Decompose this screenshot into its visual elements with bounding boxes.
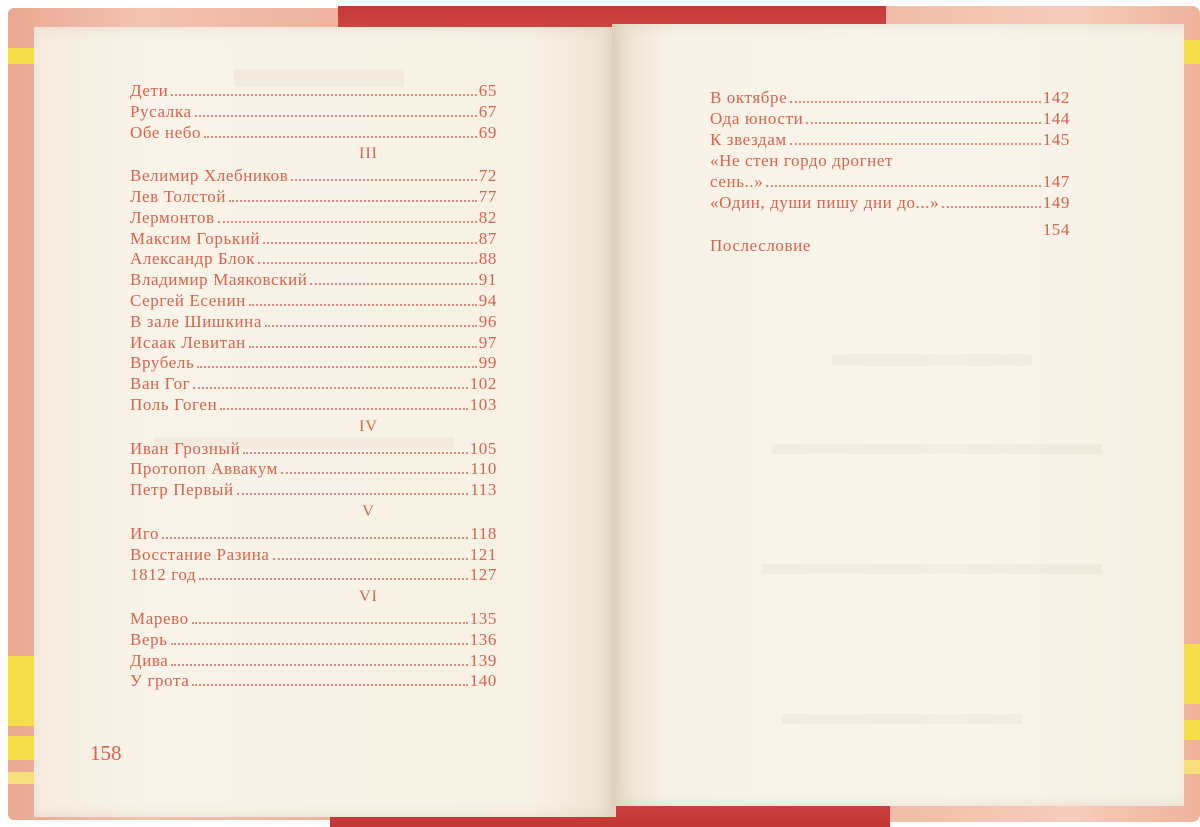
toc-entry — [710, 88, 1070, 110]
toc-entry — [130, 565, 497, 587]
show-through — [782, 714, 1022, 724]
toc-entry-page: 110 — [470, 459, 497, 479]
cover-stripe — [8, 772, 36, 784]
toc-entry-title: Врубель — [130, 353, 195, 373]
section-heading: VI — [359, 588, 378, 606]
dot-leader — [220, 407, 467, 410]
section-heading: III — [359, 145, 378, 163]
dot-leader — [171, 642, 468, 645]
left-page — [34, 27, 616, 817]
toc-entry — [130, 671, 497, 693]
toc-entry-title: Ода юности — [710, 109, 804, 128]
toc-entry — [130, 459, 497, 481]
dot-leader — [249, 303, 477, 306]
dot-leader — [237, 492, 469, 495]
dot-leader — [171, 663, 467, 666]
toc-entry-title: 1812 год — [130, 565, 197, 585]
toc-entry-title: «Один, души пишу дни до...» — [710, 193, 940, 212]
toc-entry-page: 145 — [1042, 130, 1070, 149]
toc-entry-title: Александр Блок — [130, 249, 256, 269]
toc-entry-page: 65 — [478, 81, 497, 100]
dot-leader — [218, 220, 477, 223]
toc-entry — [130, 229, 497, 251]
toc-entry — [130, 524, 497, 546]
toc-entry-title: Обе небо — [130, 122, 202, 142]
show-through — [772, 444, 1102, 454]
toc-entry-page: 67 — [478, 101, 497, 121]
toc-entry-title: Сергей Есенин — [130, 291, 247, 310]
toc-entry-page: 144 — [1042, 109, 1070, 128]
toc-entry-title: Ван Гог — [130, 374, 191, 394]
toc-entry-page: 72 — [478, 166, 497, 186]
toc-entry — [130, 374, 497, 396]
toc-entry — [130, 630, 497, 652]
toc-entry-page: 96 — [478, 311, 497, 331]
toc-entry — [130, 395, 497, 417]
toc-entry-page: 88 — [478, 249, 497, 269]
toc-entry-title-line: «Не стен гордо дрогнет — [710, 151, 894, 170]
toc-entry-title: Поль Гоген — [130, 395, 218, 414]
dot-leader — [806, 121, 1040, 124]
toc-entry-page: 142 — [1042, 88, 1070, 107]
toc-entry-page: 139 — [469, 650, 497, 670]
toc-entry — [130, 81, 497, 103]
toc-entry-title: Велимир Хлебников — [130, 166, 289, 186]
toc-entry — [130, 102, 497, 124]
toc-entry-page: 69 — [478, 122, 497, 142]
toc-entry — [130, 123, 497, 145]
section-heading: IV — [359, 417, 378, 435]
dot-leader — [273, 557, 468, 560]
dot-leader — [229, 199, 477, 202]
toc-entry-title: Петр Первый — [130, 480, 234, 500]
toc-entry-title: Иван Грозный — [130, 438, 241, 458]
toc-entry-page: 105 — [469, 438, 497, 458]
dot-leader — [204, 135, 477, 138]
toc-entry-page: 136 — [469, 629, 497, 649]
dot-leader — [258, 261, 477, 264]
toc-entry-page: 121 — [469, 544, 497, 564]
dot-leader — [790, 142, 1041, 145]
dot-leader — [192, 621, 468, 624]
dot-leader — [265, 324, 477, 327]
cover-stripe — [8, 736, 36, 760]
toc-entry-page: 77 — [478, 187, 497, 206]
toc-entry-title: Восстание Разина — [130, 544, 270, 564]
toc-entry — [130, 208, 497, 230]
dot-leader — [766, 184, 1040, 187]
dot-leader — [243, 451, 467, 454]
dot-leader — [199, 577, 467, 580]
toc-entry-page: 87 — [478, 228, 497, 248]
toc-entry — [130, 187, 497, 209]
dot-leader — [942, 205, 1040, 208]
toc-entry-page: 103 — [469, 395, 497, 414]
toc-entry-page: 99 — [478, 353, 497, 373]
section-heading: V — [362, 503, 375, 520]
toc-entry-page: 149 — [1042, 193, 1070, 212]
toc-entry-title: Лев Толстой — [130, 187, 227, 206]
toc-entry-title: Дива — [130, 650, 169, 670]
toc-entry-title: Верь — [130, 629, 168, 649]
show-through — [762, 564, 1102, 574]
toc-entry — [130, 439, 497, 461]
dot-leader — [291, 178, 476, 181]
toc-entry — [130, 609, 497, 631]
toc-entry — [130, 333, 497, 355]
afterword-page: 154 — [1042, 220, 1070, 239]
dot-leader — [281, 471, 468, 474]
show-through — [832, 354, 1032, 366]
toc-entry-title: В октябре — [710, 88, 788, 107]
toc-entry — [130, 353, 497, 375]
dot-leader — [171, 93, 477, 96]
toc-entry — [130, 291, 497, 313]
toc-entry-title: Иго — [130, 523, 160, 543]
cover-stripe — [8, 48, 36, 64]
toc-entry — [130, 166, 497, 188]
page-number: 158 — [90, 741, 122, 765]
toc-entry-page: 97 — [478, 332, 497, 352]
cover-stripe — [8, 656, 36, 726]
toc-entry — [130, 545, 497, 567]
toc-entry — [710, 193, 1070, 215]
dot-leader — [249, 345, 477, 348]
toc-entry — [130, 480, 497, 502]
toc-entry-title: сень..» — [710, 172, 764, 191]
toc-entry-page: 91 — [478, 270, 497, 290]
toc-entry-page: 102 — [469, 374, 497, 394]
dot-leader — [197, 365, 476, 368]
toc-entry-page: 135 — [469, 609, 497, 628]
toc-entry-page: 118 — [470, 523, 497, 543]
toc-entry-title: У грота — [130, 671, 190, 691]
toc-entry — [130, 651, 497, 673]
toc-entry — [130, 270, 497, 292]
right-page — [612, 24, 1184, 806]
dot-leader — [192, 683, 467, 686]
afterword-title: Послесловие — [710, 236, 811, 255]
dot-leader — [310, 282, 476, 285]
toc-entry-page: 140 — [469, 671, 497, 691]
toc-entry-title: Максим Горький — [130, 228, 261, 248]
toc-entry-title: Русалка — [130, 101, 192, 121]
dot-leader — [193, 386, 467, 389]
toc-entry-page: 94 — [478, 291, 497, 310]
toc-entry-title: Владимир Маяковский — [130, 270, 308, 290]
toc-entry — [130, 249, 497, 271]
toc-entry-page: 82 — [478, 207, 497, 227]
toc-entry-title: В зале Шишкина — [130, 311, 263, 331]
toc-entry — [710, 172, 1070, 194]
toc-entry — [130, 312, 497, 334]
toc-entry-title: Исаак Левитан — [130, 332, 246, 352]
toc-entry-page: 113 — [470, 480, 497, 500]
toc-entry-title: К звездам — [710, 130, 787, 149]
dot-leader — [263, 241, 477, 244]
dot-leader — [195, 114, 477, 117]
toc-entry — [710, 130, 1070, 152]
dot-leader — [162, 536, 468, 539]
toc-entry-page: 127 — [469, 565, 497, 585]
toc-entry-title: Марево — [130, 609, 189, 628]
toc-entry-title: Протопоп Аввакум — [130, 459, 279, 479]
dot-leader — [790, 100, 1040, 103]
toc-entry-title: Дети — [130, 81, 169, 100]
toc-entry — [710, 109, 1070, 131]
toc-entry-title: Лермонтов — [130, 207, 215, 227]
toc-entry-page: 147 — [1042, 172, 1070, 191]
